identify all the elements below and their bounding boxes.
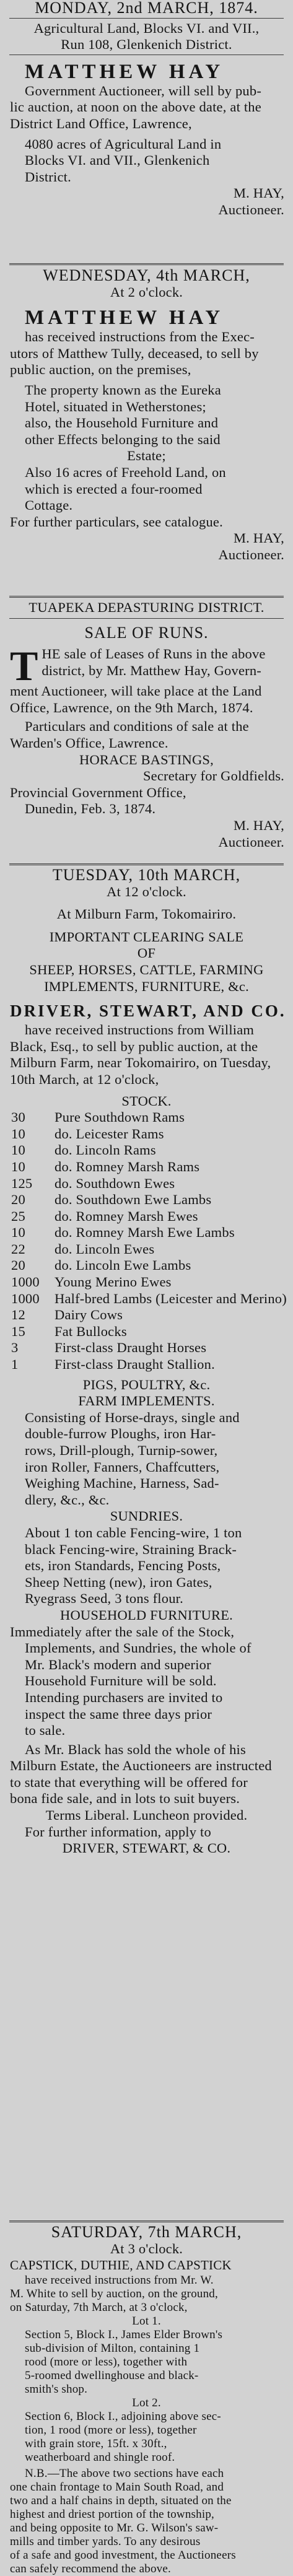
item-line: Cottage. xyxy=(25,497,73,513)
furniture-line: Household Furniture will be sold. xyxy=(25,1673,217,1689)
divider xyxy=(9,863,284,865)
body-line: Milburn Farm, near Tokomairiro, on Tuesday, xyxy=(10,1055,271,1071)
signature: DRIVER, STEWART, & CO. xyxy=(62,1840,231,1856)
sale-place: At Milburn Farm, Tokomairiro. xyxy=(56,906,237,922)
farm-line: Weighing Machine, Harness, Sad- xyxy=(25,1475,219,1491)
lot-line: sub-division of Milton, containing 1 xyxy=(25,2341,200,2355)
heading-line: OF xyxy=(137,945,156,961)
nb-line: mills and timber yards. To any desirous xyxy=(10,2535,201,2548)
stock-item: 1000 Young Merino Ewes xyxy=(11,1274,172,1290)
body-line: has received instructions from the Exec- xyxy=(25,329,255,345)
lot-line: with grain store, 15ft. x 30ft., xyxy=(25,2437,167,2450)
terms: Terms Liberal. Luncheon provided. xyxy=(45,1807,248,1823)
note-line: As Mr. Black has sold the whole of his xyxy=(25,1741,246,1757)
auctioneer-name: MATTHEW HAY xyxy=(25,60,224,83)
body-line: HE sale of Leases of Runs in the above xyxy=(42,646,266,662)
body-line: District Land Office, Lawrence, xyxy=(10,115,192,131)
body-line: CAPSTICK, DUTHIE, AND CAPSTICK xyxy=(10,2258,232,2273)
section-heading: FARM IMPLEMENTS. xyxy=(78,1393,215,1409)
advert-saturday-sale xyxy=(0,2224,293,2576)
section-heading: HOUSEHOLD FURNITURE. xyxy=(60,1607,233,1623)
nb-line: highest and driest portion of the township, xyxy=(10,2507,214,2521)
stock-item: 3 First-class Draught Horses xyxy=(11,1340,207,1356)
sale-date: SATURDAY, 7th MARCH, xyxy=(51,2223,242,2241)
sale-date: MONDAY, 2nd MARCH, 1874. xyxy=(35,0,258,17)
body-line: lic auction, at noon on the above date, at the xyxy=(10,99,261,115)
signature: M. HAY, xyxy=(233,530,284,546)
body-line: utors of Matthew Tully, deceased, to sell by xyxy=(10,345,259,361)
body-line: ment Auctioneer, will take place at the Land xyxy=(10,683,262,699)
furniture-line: Implements, and Sundries, the whole of xyxy=(25,1640,251,1656)
nb-line: of a safe and good investment, the Auctioneers xyxy=(10,2548,236,2562)
lot-label: Lot 2. xyxy=(132,2396,161,2409)
heading-line: IMPLEMENTS, FURNITURE, &c. xyxy=(44,978,249,994)
divider xyxy=(9,618,284,619)
subtitle-line: Run 108, Glenkenich District. xyxy=(61,37,232,53)
furniture-line: Mr. Black's modern and superior xyxy=(25,1656,211,1672)
furniture-line: Intending purchasers are invited to xyxy=(25,1689,223,1705)
signature: M. HAY, xyxy=(233,817,284,833)
lot-line: smith's shop. xyxy=(25,2382,88,2396)
body-line: have received instructions from Mr. W. xyxy=(25,2273,214,2287)
further-particulars: For further particulars, see catalogue. xyxy=(10,513,223,530)
lot-line: tion, 1 rood (more or less), together xyxy=(25,2423,197,2437)
nb-line: can safely recommend the above. xyxy=(10,2562,171,2575)
body-line: district, by Mr. Matthew Hay, Govern- xyxy=(42,662,261,678)
sundries-line: black Fencing-wire, Straining Brack- xyxy=(25,1541,237,1557)
stock-item: 30 Pure Southdown Rams xyxy=(11,1109,185,1125)
signatory-title: Secretary for Goldfields. xyxy=(142,768,284,784)
item-line: The property known as the Eureka xyxy=(25,382,221,398)
divider xyxy=(9,2220,284,2222)
sundries-line: ets, iron Standards, Fencing Posts, xyxy=(25,1558,221,1574)
divider xyxy=(9,596,284,598)
office-line: Dunedin, Feb. 3, 1874. xyxy=(25,801,156,817)
body-line: Office, Lawrence, on the 9th March, 1874. xyxy=(10,699,253,715)
nb-line: two and a half chains in depth, situated on the xyxy=(10,2494,232,2507)
farm-line: iron Roller, Fanners, Chaffcutters, xyxy=(25,1459,220,1475)
stock-item: 12 Dairy Cows xyxy=(11,1307,123,1323)
body-line: Black, Esq., to sell by public auction, at the xyxy=(10,1038,258,1054)
auctioneer-name: DRIVER, STEWART, AND CO. xyxy=(10,1002,286,1021)
item-line: Also 16 acres of Freehold Land, on xyxy=(25,464,226,480)
furniture-line: to sale. xyxy=(25,1722,66,1739)
item-line: District. xyxy=(25,168,71,185)
lot-line: 5-roomed dwellinghouse and black- xyxy=(25,2369,199,2382)
particulars-line: Particulars and conditions of sale at the xyxy=(25,718,249,735)
particulars-line: Warden's Office, Lawrence. xyxy=(10,735,168,751)
farm-line: rows, Drill-plough, Turnip-sower, xyxy=(25,1443,218,1458)
nb-line: and being opposite to Mr. G. Wilson's saw- xyxy=(10,2521,219,2535)
item-line: which is erected a four-roomed xyxy=(25,481,203,497)
advert-wednesday-sale xyxy=(0,268,293,564)
farm-line: double-furrow Ploughs, iron Har- xyxy=(25,1426,216,1442)
furniture-line: Immediately after the sale of the Stock, xyxy=(10,1623,235,1639)
stock-item: 10 do. Lincoln Rams xyxy=(11,1142,156,1158)
sale-time: At 3 o'clock. xyxy=(110,2240,183,2256)
auctioneer-name: MATTHEW HAY xyxy=(25,307,224,330)
stock-item: 1000 Half-bred Lambs (Leicester and Merino) xyxy=(11,1290,287,1306)
body-line: public auction, on the premises, xyxy=(10,362,191,378)
sundries-line: Sheep Netting (new), iron Gates, xyxy=(25,1574,212,1590)
drop-cap-letter: T xyxy=(10,642,38,690)
lot-line: Section 6, Block I., adjoining above sec- xyxy=(25,2409,221,2423)
stock-item: 25 do. Romney Marsh Ewes xyxy=(11,1208,198,1224)
advert-sale-of-runs xyxy=(0,600,293,850)
heading-line: IMPORTANT CLEARING SALE xyxy=(49,928,244,945)
note-line: to state that everything will be offered for xyxy=(10,1774,248,1790)
stock-item: 22 do. Lincoln Ewes xyxy=(11,1241,155,1257)
item-line: Estate; xyxy=(127,448,166,464)
divider xyxy=(9,263,284,265)
stock-item: 10 do. Romney Marsh Ewe Lambs xyxy=(11,1225,235,1241)
lot-line: weatherboard and shingle roof. xyxy=(25,2450,175,2464)
furniture-line: inspect the same three days prior xyxy=(25,1706,212,1722)
stock-item: 20 do. Southdown Ewe Lambs xyxy=(11,1192,212,1208)
stock-item: 125 do. Southdown Ewes xyxy=(11,1175,175,1191)
stock-item: 10 do. Leicester Rams xyxy=(11,1125,164,1142)
advert-monday-sale xyxy=(0,0,293,219)
advert-clearing-sale xyxy=(0,867,293,1857)
signature-title: Auctioneer. xyxy=(218,546,284,562)
lot-line: rood (more or less), together with xyxy=(25,2355,188,2369)
lot-line: Section 5, Block I., James Elder Brown's xyxy=(25,2328,223,2341)
section-heading: SUNDRIES. xyxy=(110,1508,183,1524)
lot-label: Lot 1. xyxy=(132,2314,161,2328)
item-line: other Effects belonging to the said xyxy=(25,431,221,447)
farm-line: dlery, &c., &c. xyxy=(25,1491,110,1508)
district-heading: TUAPEKA DEPASTURING DISTRICT. xyxy=(28,600,265,615)
item-line: Blocks VI. and VII., Glenkenich xyxy=(25,152,210,168)
body-line: M. White to sell by auction, on the ground, xyxy=(10,2287,218,2300)
sundries-line: Ryegrass Seed, 3 tons flour. xyxy=(25,1591,183,1607)
sale-time: At 12 o'clock. xyxy=(107,883,186,899)
nb-line: one chain frontage to Main South Road, and xyxy=(10,2480,224,2494)
nb-line: N.B.—The above two sections have each xyxy=(25,2466,224,2480)
signature: M. HAY, xyxy=(233,185,284,201)
item-line: also, the Household Furniture and xyxy=(25,415,219,431)
note-line: Milburn Estate, the Auctioneers are instructed xyxy=(10,1758,272,1774)
stock-item: 20 do. Lincoln Ewe Lambs xyxy=(11,1257,191,1273)
body-line: 10th March, at 12 o'clock, xyxy=(10,1071,159,1087)
section-heading: STOCK. xyxy=(121,1093,172,1109)
body-line: have received instructions from William xyxy=(25,1022,255,1038)
item-line: Hotel, situated in Wetherstones; xyxy=(25,398,206,414)
sale-date: WEDNESDAY, 4th MARCH, xyxy=(43,266,250,284)
subheading: SALE OF RUNS. xyxy=(84,623,209,642)
stock-item: 10 do. Romney Marsh Rams xyxy=(11,1158,200,1174)
note-line: bona fide sale, and in lots to suit buyers. xyxy=(10,1791,240,1807)
sale-date: TUESDAY, 10th MARCH, xyxy=(52,866,241,884)
body-block xyxy=(0,642,293,716)
body-line: on Saturday, 7th March, at 3 o'clock, xyxy=(10,2300,188,2314)
item-line: 4080 acres of Agricultural Land in xyxy=(25,136,222,152)
signature-title: Auctioneer. xyxy=(218,834,284,850)
subtitle-line: Agricultural Land, Blocks VI. and VII., xyxy=(33,20,260,36)
apply-line: For further information, apply to xyxy=(25,1823,211,1840)
heading-line: SHEEP, HORSES, CATTLE, FARMING xyxy=(29,961,264,977)
sale-time: At 2 o'clock. xyxy=(110,284,183,300)
divider xyxy=(9,18,284,19)
stock-item: 1 First-class Draught Stallion. xyxy=(11,1356,215,1373)
sundries-line: About 1 ton cable Fencing-wire, 1 ton xyxy=(25,1524,242,1540)
body-line: Government Auctioneer, will sell by pub- xyxy=(25,82,262,98)
stock-item: 15 Fat Bullocks xyxy=(11,1323,127,1339)
signatory: HORACE BASTINGS, xyxy=(79,751,214,767)
stock-list xyxy=(0,1109,293,1373)
section-heading: PIGS, POULTRY, &c. xyxy=(82,1376,211,1392)
office-line: Provincial Government Office, xyxy=(10,784,186,800)
signature-title: Auctioneer. xyxy=(218,201,284,217)
farm-line: Consisting of Horse-drays, single and xyxy=(25,1409,240,1425)
